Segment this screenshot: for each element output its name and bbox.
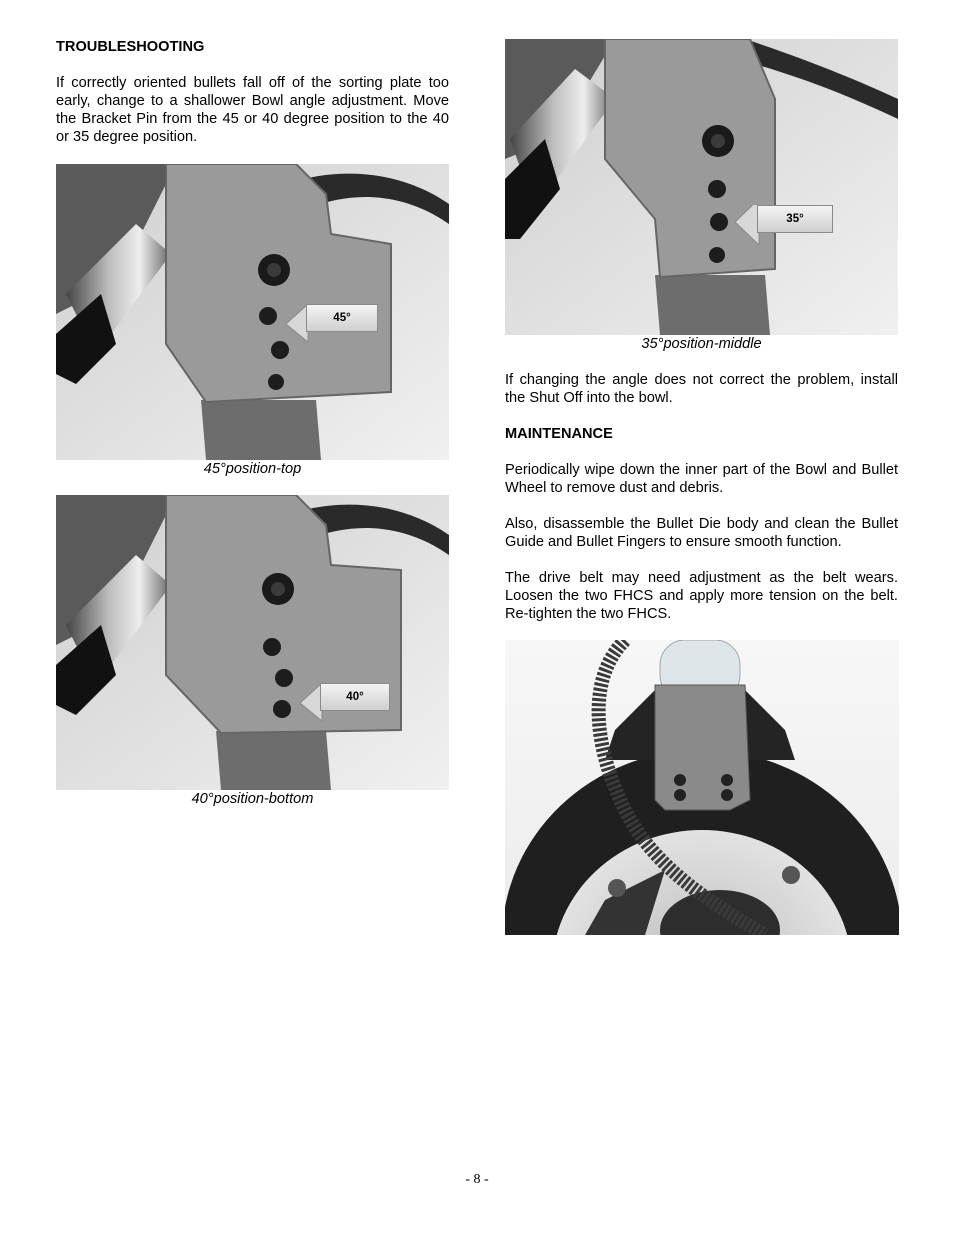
belt-paragraph: The drive belt may need adjustment as the belt wears. Loosen the two FHCS and apply more tension on the belt. Re-tighten the two FHCS. bbox=[505, 570, 898, 622]
bowl-photo bbox=[505, 640, 899, 935]
photo-45-position bbox=[56, 164, 449, 460]
bracket-photo-45 bbox=[56, 164, 449, 460]
photo-40-position bbox=[56, 495, 449, 790]
label-45: 45° bbox=[306, 304, 378, 332]
bracket-photo-40 bbox=[56, 495, 449, 790]
caption-35: 35°position-middle bbox=[641, 336, 762, 352]
troubleshooting-heading: TROUBLESHOOTING bbox=[56, 39, 205, 55]
photo-drive-belt bbox=[505, 640, 899, 935]
callout-35 bbox=[735, 205, 833, 233]
left-column bbox=[56, 38, 449, 808]
bracket-photo-35 bbox=[505, 39, 898, 335]
troubleshooting-paragraph: If correctly oriented bullets fall off of the sorting plate too early, change to a shallower Bowl angle adjustment. Move the Bracket Pin from the 45 or 40 degree position to the 40 or 35 degree position. bbox=[56, 75, 449, 145]
caption-40: 40°position-bottom bbox=[191, 791, 314, 807]
callout-40 bbox=[300, 683, 390, 711]
maintenance-heading: MAINTENANCE bbox=[505, 426, 613, 442]
page-number: - 8 - bbox=[465, 1172, 489, 1187]
label-35: 35° bbox=[757, 205, 833, 233]
callout-45 bbox=[286, 304, 378, 332]
photo-35-position bbox=[505, 39, 898, 335]
disassemble-paragraph: Also, disassemble the Bullet Die body and clean the Bullet Guide and Bullet Fingers to ensure smooth function. bbox=[505, 516, 898, 550]
label-40: 40° bbox=[320, 683, 390, 711]
caption-45: 45°position-top bbox=[203, 461, 302, 477]
right-column bbox=[505, 38, 898, 935]
angle-paragraph: If changing the angle does not correct the problem, install the Shut Off into the bowl. bbox=[505, 372, 898, 406]
wipe-paragraph: Periodically wipe down the inner part of the Bowl and Bullet Wheel to remove dust and debris. bbox=[505, 462, 898, 496]
